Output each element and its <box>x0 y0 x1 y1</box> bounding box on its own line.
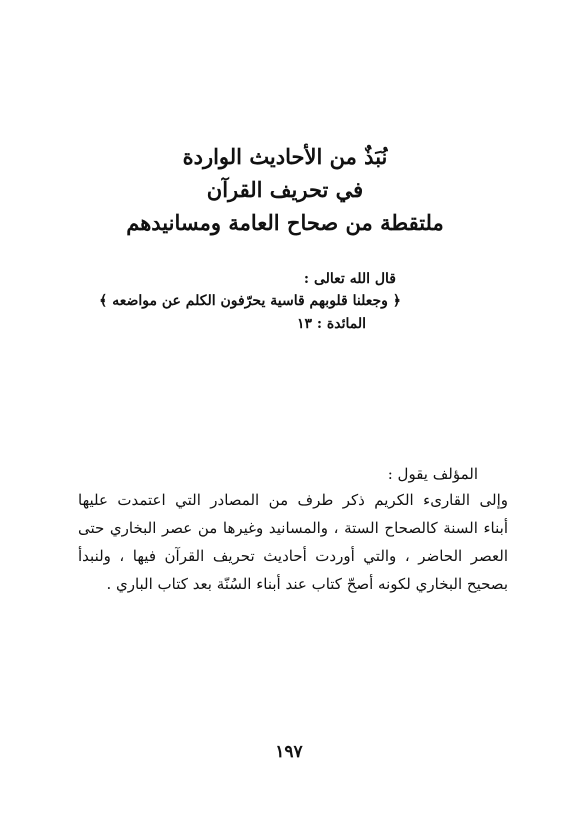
body-line-4: بصحيح البخاري لكونه أصحّ كتاب عند أبناء السُنّة بعد كتاب الباري . <box>106 575 508 593</box>
author-label: المؤلف يقول : <box>387 465 478 483</box>
body-line-3: العصر الحاضر ، والتي أوردت أحاديث تحريف القرآن فيها ، ولنبدأ <box>78 547 508 565</box>
quote-verse: ﴿ وجعلنا قلوبهم قاسية يحرّفون الكلم عن مواضعه ﴾ <box>99 293 401 309</box>
author-note <box>78 462 508 598</box>
body-line-2: أبناء السنة كالصحاح الستة ، والمسانيد وغيرها من عصر البخاري حتى <box>78 519 508 537</box>
quote-reference: المائدة : ١٣ <box>296 316 366 332</box>
page-number: ١٩٧ <box>275 742 303 762</box>
quote-intro: قال الله تعالى : <box>303 271 396 287</box>
title-line-1: نُبَذٌ من الأحاديث الواردة <box>182 144 388 169</box>
chapter-title <box>100 140 470 239</box>
title-line-3: ملتقطة من صحاح العامة ومسانيدهم <box>126 210 444 235</box>
quran-quote <box>99 268 401 336</box>
body-line-1: وإلى القارىء الكريم ذكر طرف من المصادر التي اعتمدت عليها <box>78 491 508 509</box>
title-line-2: في تحريف القرآن <box>206 177 364 202</box>
